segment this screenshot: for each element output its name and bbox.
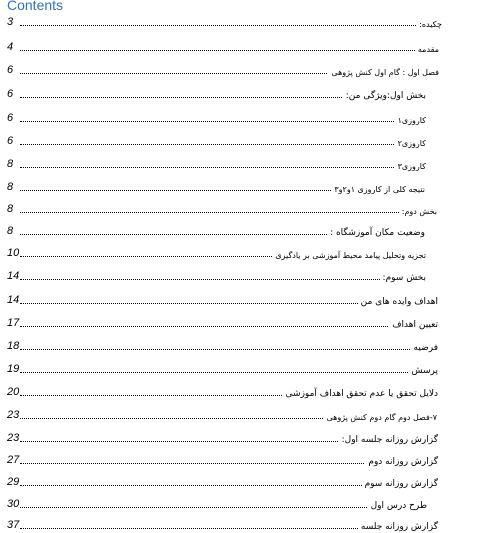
toc-entry[interactable] xyxy=(0,266,503,284)
toc-entry-title: وضعیت مکان آموزشگاه : xyxy=(327,228,425,238)
toc-entry-title: ۷-فصل دوم گام دوم کنش پژوهی xyxy=(324,413,438,422)
toc-page-number: 3 xyxy=(7,16,14,28)
toc-entry[interactable] xyxy=(0,472,503,490)
toc-entry-title: پرسش xyxy=(409,366,439,376)
toc-page-number: 23 xyxy=(7,432,20,444)
toc-entry-title: کاروزی۱ xyxy=(395,116,426,125)
toc-entry-title: کاروزی۳ xyxy=(395,162,426,171)
toc-entry[interactable] xyxy=(0,37,503,55)
toc-entry[interactable] xyxy=(0,405,503,423)
toc-entry[interactable] xyxy=(0,359,503,377)
toc-entry[interactable] xyxy=(0,290,503,308)
toc-entry-title: فرضیه xyxy=(411,343,438,353)
toc-entry-title: بخش اول:ویژگی من: xyxy=(343,91,426,101)
toc-page-number: 8 xyxy=(7,181,14,193)
toc-page-number: 6 xyxy=(7,88,14,100)
toc-entry-title: گزارش روزانه دوم xyxy=(365,457,438,467)
toc-dot-leader xyxy=(20,372,436,373)
toc-entry[interactable] xyxy=(0,60,503,78)
toc-entry-title: بخش دوم: xyxy=(399,207,437,216)
toc-page-number: 30 xyxy=(7,498,20,510)
toc-entry[interactable] xyxy=(0,199,503,217)
toc-dot-leader xyxy=(20,25,440,26)
toc-entry-title: کاروزی۲ xyxy=(395,139,426,148)
toc-dot-leader xyxy=(20,144,424,145)
toc-dot-leader xyxy=(20,212,435,213)
toc-entry[interactable] xyxy=(0,12,503,30)
toc-page-number: 27 xyxy=(7,454,20,466)
toc-page-number: 8 xyxy=(7,203,14,215)
toc-entry-title: گزارش روزانه جلسه xyxy=(358,522,438,532)
toc-page-number: 6 xyxy=(7,112,14,124)
toc-dot-leader xyxy=(20,507,425,508)
toc-entry[interactable] xyxy=(0,313,503,331)
toc-page-number: 37 xyxy=(7,519,20,531)
toc-entry-title: طرح درس اول xyxy=(368,501,427,511)
toc-entry[interactable] xyxy=(0,221,503,239)
toc-dot-leader xyxy=(20,326,436,327)
toc-page-number: 14 xyxy=(7,294,20,306)
toc-page-number: 8 xyxy=(7,158,14,170)
toc-entry-title: گزارش روزانه جلسه اول: xyxy=(339,435,438,445)
toc-page-number: 6 xyxy=(7,135,14,147)
toc-entry[interactable] xyxy=(0,450,503,468)
toc-entry[interactable] xyxy=(0,515,503,533)
toc-page-number: 4 xyxy=(7,41,14,53)
toc-page-number: 29 xyxy=(7,476,20,488)
toc-entry[interactable] xyxy=(0,154,503,172)
toc-dot-leader xyxy=(20,167,424,168)
toc-dot-leader xyxy=(20,121,424,122)
toc-entry-title: گزارش روزانه سوم xyxy=(362,479,438,489)
toc-page-number: 14 xyxy=(7,270,20,282)
toc-entry-title: دلایل تحقق یا عدم تحقق اهداف آموزشی xyxy=(283,389,438,399)
toc-entry[interactable] xyxy=(0,336,503,354)
toc-entry[interactable] xyxy=(0,243,503,261)
toc-entry-title: تعیین اهداف xyxy=(389,320,438,330)
toc-entry[interactable] xyxy=(0,131,503,149)
toc-entry-title: اهداف وایده های من xyxy=(358,297,438,307)
toc-entry[interactable] xyxy=(0,494,503,512)
toc-heading: Contents xyxy=(7,0,64,13)
toc-dot-leader xyxy=(20,50,437,51)
toc-entry[interactable] xyxy=(0,428,503,446)
toc-page-number: 8 xyxy=(7,225,14,237)
toc-page-number: 6 xyxy=(7,64,14,76)
toc-page-number: 20 xyxy=(7,386,20,398)
toc-page-number: 18 xyxy=(7,340,20,352)
toc-entry[interactable] xyxy=(0,84,503,102)
toc-dot-leader xyxy=(20,349,436,350)
toc-page-number: 10 xyxy=(7,247,20,259)
toc-dot-leader xyxy=(20,279,424,280)
toc-entry-title: مقدمه xyxy=(415,45,439,54)
toc-entry[interactable] xyxy=(0,177,503,195)
toc-entry-title: تجزیه وتحلیل پیامد محیط آموزشی بر یادگیری xyxy=(272,251,426,260)
toc-entry-title: بخش سوم: xyxy=(380,273,426,283)
toc-page-number: 19 xyxy=(7,363,20,375)
toc-page-number: 17 xyxy=(7,317,20,329)
toc-entry-title: چکیده: xyxy=(416,20,442,29)
toc-entry[interactable] xyxy=(0,382,503,400)
toc-entry[interactable] xyxy=(0,108,503,126)
toc-entry-title: نتیجه کلی از کاروزی ۱و۲و۳ xyxy=(331,185,425,194)
toc-page-number: 23 xyxy=(7,409,20,421)
toc-entry-title: فصل اول : گام اول کنش پژوهی xyxy=(328,68,439,77)
